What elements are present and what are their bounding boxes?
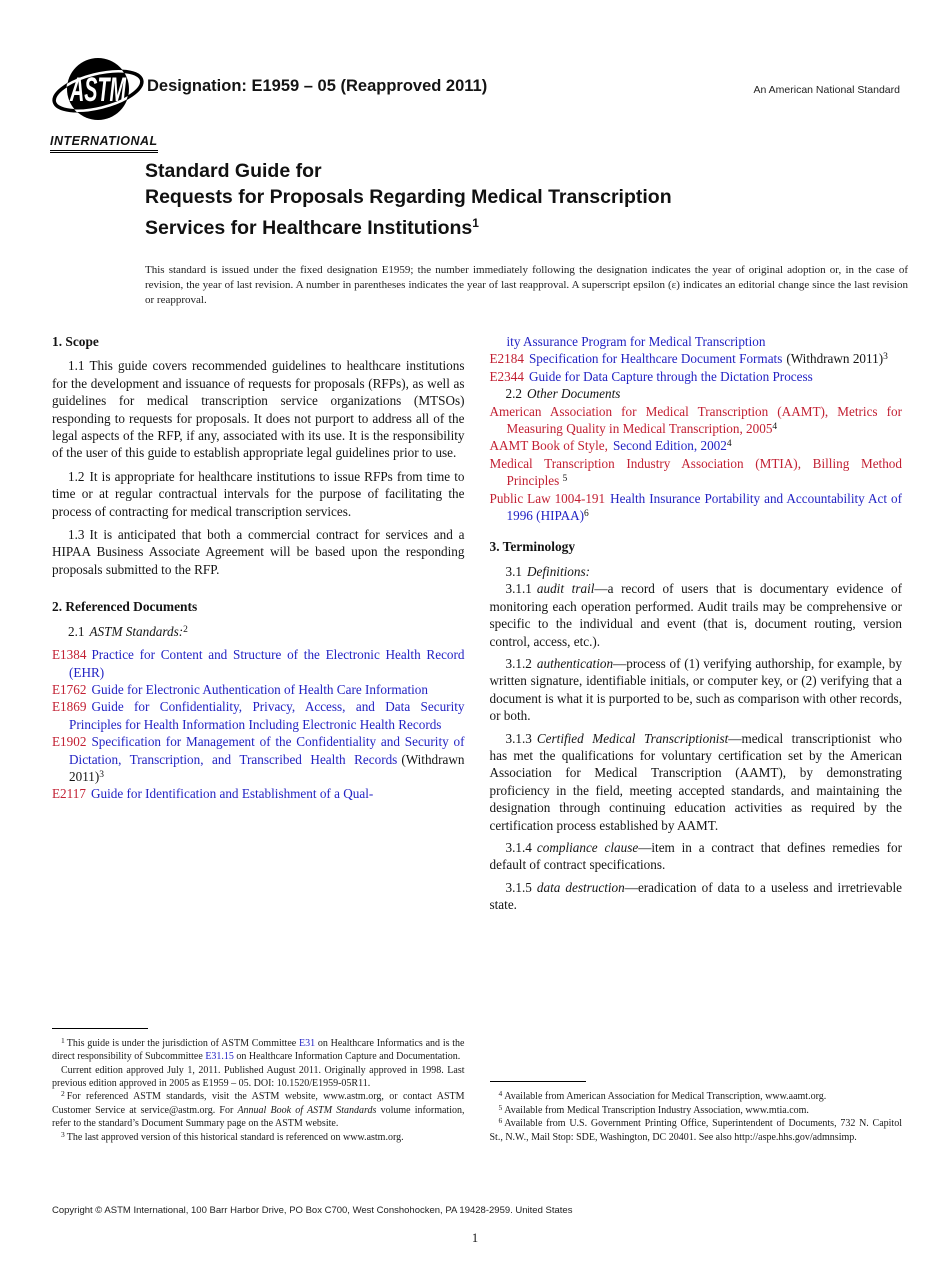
reference-item <box>52 698 465 733</box>
footnote-5 <box>490 1104 903 1117</box>
left-column <box>52 333 465 1144</box>
footnote-1-edition: Current edition approved July 1, 2011. Published August 2011. Originally approved in 1998. Last previous edition approved in 2005 as E1959 – 05. DOI: 10.1520/E1959-05R11. <box>52 1064 465 1089</box>
paragraph-1-3 <box>52 526 465 578</box>
standard-title-link[interactable]: Guide for Identification and Establishment of a Qual- <box>90 786 374 802</box>
definition-compliance-clause <box>490 839 903 874</box>
footnote-ref: 6 <box>584 509 589 520</box>
standard-link-e1869[interactable]: E1869 <box>52 699 87 715</box>
footnote-3 <box>52 1131 465 1144</box>
reference-item <box>52 646 465 681</box>
withdrawn-note: (Withdrawn 2011) <box>786 351 884 367</box>
footnote-marker: 2 <box>61 1089 65 1099</box>
definition-text: —item in a contract that defines remedies for default of contract specifications. <box>489 839 902 873</box>
document-link-public-law[interactable]: Public Law 1004-191 <box>489 490 606 506</box>
definition-text: —process of (1) verifying authorship, for example, by written signature, identifiable initials, or computer key, or (2) verifying that a document is what it is purported to be, such as comparison with other records, or both. <box>489 655 902 724</box>
definition-audit-trail <box>490 580 903 650</box>
footnote-ref: 4 <box>726 439 732 450</box>
document-link-aamt-book[interactable]: AAMT Book of Style, <box>489 438 608 454</box>
definition-number: 3.1.1 <box>505 581 532 597</box>
footnote-ref: 2 <box>183 624 188 635</box>
other-document-item <box>490 490 903 525</box>
title-line-3: Services for Healthcare Institutions <box>145 217 473 239</box>
standard-link-e1762[interactable]: E1762 <box>52 681 87 697</box>
copyright-line: Copyright © ASTM International, 100 Barr Harbor Drive, PO Box C700, West Conshohocken, PA 19428-2959. United States <box>52 1205 573 1216</box>
footnote-1 <box>52 1037 465 1064</box>
subsection-astm-standards <box>52 623 465 640</box>
standard-title-link[interactable]: Specification for Management of the Confidentiality and Security of Dictation, Transcription, and Transcribed Health Records <box>69 734 465 767</box>
definition-certified-medical-transcriptionist <box>490 730 903 834</box>
page-number: 1 <box>471 1231 479 1245</box>
footnote-text: The last approved version of this historical standard is referenced on www.astm.org. <box>66 1131 404 1143</box>
definition-term: audit trail <box>536 581 595 597</box>
other-document-item <box>490 437 903 454</box>
standard-title-link[interactable]: Guide for Data Capture through the Dictation Process <box>528 368 813 384</box>
astm-logo <box>50 55 168 153</box>
subsection-number: 2.1 <box>68 623 85 639</box>
standard-link-e2344[interactable]: E2344 <box>489 368 524 384</box>
paragraph-text: This guide covers recommended guidelines to healthcare institutions for the development and issuance of requests for proposals (RFPs), as well as guidelines for medical transcription service organizations (MTSOs) responding to requests for proposals. It does not purport to address all of the legal aspects of the RFP, if any, associated with its use. It is the responsibility of the user of this guide to establish appropriate legal guidelines prior to use. <box>52 358 465 461</box>
committee-link-e31[interactable]: E31 <box>298 1037 316 1049</box>
definition-data-destruction <box>490 879 903 914</box>
subsection-other-documents <box>490 385 903 402</box>
right-footnotes <box>490 1081 903 1144</box>
definition-term: compliance clause <box>536 839 639 855</box>
paragraph-number: 1.2 <box>68 468 85 484</box>
section-heading-referenced-documents: 2. Referenced Documents <box>52 599 198 615</box>
footnote-text: Available from Medical Transcription Industry Association, www.mtia.com. <box>504 1104 809 1116</box>
title-footnote-ref: 1 <box>472 216 479 230</box>
footnote-2 <box>52 1090 465 1130</box>
left-footnotes <box>52 1028 465 1144</box>
standard-title-link[interactable]: ity Assurance Program for Medical Transcription <box>506 334 766 349</box>
standard-title-link[interactable]: Guide for Confidentiality, Privacy, Access, and Data Security Principles for Health Information Including Electronic Health Records <box>69 699 465 732</box>
footnote-text: Available from U.S. Government Printing Office, Superintendent of Documents, 732 N. Capitol St., N.W., Mail Stop: SDE, Washington, DC 20401. See also http://aspe.hhs.gov/admnsimp. <box>489 1118 902 1143</box>
definition-number: 3.1.2 <box>505 655 532 671</box>
footnote-marker: 3 <box>61 1129 65 1139</box>
reference-item <box>52 681 465 698</box>
designation: Designation: E1959 – 05 (Reapproved 2011) <box>147 77 488 95</box>
definition-term: Certified Medical Transcriptionist <box>536 730 729 746</box>
document-link-hipaa[interactable]: Health Insurance Portability and Accountability Act of 1996 (HIPAA) <box>506 490 902 524</box>
reference-continuation <box>490 333 903 350</box>
footnote-6 <box>490 1117 903 1144</box>
definition-number: 3.1.3 <box>505 730 532 746</box>
footnote-ref: 4 <box>772 422 778 433</box>
reference-item <box>52 785 465 802</box>
standard-title-link[interactable]: Specification for Healthcare Document Formats <box>528 351 783 367</box>
footnote-ref: 3 <box>883 352 888 363</box>
reference-item <box>490 350 903 367</box>
other-document-item <box>490 455 903 490</box>
paragraph-text: It is anticipated that both a commercial contract for services and a HIPAA Business Associate Agreement will be based upon the responding proposals submitted to the RFP. <box>52 527 465 577</box>
subcommittee-link-e31-15[interactable]: E31.15 <box>205 1051 234 1063</box>
paragraph-1-1 <box>52 357 465 461</box>
paragraph-number: 1.1 <box>68 358 85 374</box>
footnote-4 <box>490 1090 903 1103</box>
section-heading-terminology: 3. Terminology <box>489 539 576 555</box>
paragraph-1-2 <box>52 468 465 520</box>
book-title: Annual Book of ASTM Standards <box>237 1104 377 1116</box>
definition-term: data destruction <box>536 879 625 895</box>
right-column <box>490 333 903 1144</box>
footnote-text: Available from American Association for Medical Transcription, www.aamt.org. <box>504 1091 827 1103</box>
definition-text: —a record of users that is documentary evidence of monitoring each operation performed. Audit trails may be comprehensive or specific to the individual and event (that is, document routing, version control, access, etc.). <box>489 581 903 649</box>
standard-link-e2117[interactable]: E2117 <box>52 786 86 802</box>
definition-term: authentication <box>536 655 614 671</box>
footnote-rule <box>490 1081 586 1082</box>
standard-title-link[interactable]: Practice for Content and Structure of the Electronic Health Record (EHR) <box>69 647 465 680</box>
definition-text: —eradication of data to a useless and irretrievable state. <box>489 879 902 913</box>
footnote-rule <box>52 1028 148 1029</box>
subsection-number: 3.1 <box>505 563 522 579</box>
definition-authentication <box>490 655 903 725</box>
footnote-marker: 6 <box>498 1116 503 1126</box>
footnote-marker: 1 <box>61 1035 65 1045</box>
footnote-text: volume information, refer to the standard’s Document Summary page on the ASTM website. <box>52 1104 465 1130</box>
subsection-definitions <box>490 563 903 580</box>
title-block <box>145 158 908 307</box>
standard-link-e1384[interactable]: E1384 <box>52 647 87 663</box>
subsection-number: 2.2 <box>505 386 522 402</box>
definitions-list <box>490 580 903 918</box>
definition-text: —medical transcriptionist who has met the qualifications for voluntary certification set by the American Association for Medical Transcription (AAMT), by demonstrating proficiency in the field, meeting accepted standards, and maintaining the designation through continuing education activities as required by the certification process established by AAMT. <box>489 730 902 833</box>
page-title <box>145 158 908 241</box>
title-line-1: Standard Guide for <box>145 160 322 182</box>
document-link-aamt-metrics[interactable]: American Association for Medical Transcription (AAMT), Metrics for Measuring Quality in Medical Transcription, 2005 <box>489 403 902 437</box>
document-link-edition[interactable]: Second Edition, 2002 <box>612 438 727 454</box>
standard-link-e2184[interactable]: E2184 <box>489 351 524 367</box>
definition-number: 3.1.4 <box>505 839 532 855</box>
body-columns <box>52 333 902 1144</box>
section-heading-scope: 1. Scope <box>52 334 99 349</box>
subsection-label: ASTM Standards: <box>89 623 184 639</box>
subsection-label: Definitions: <box>526 563 590 579</box>
footnote-text: For referenced ASTM standards, visit the ASTM website, www.astm.org, or contact ASTM Customer Service at service@astm.org. For <box>52 1091 465 1116</box>
title-line-2: Requests for Proposals Regarding Medical Transcription <box>145 186 672 208</box>
withdrawn-note: (Withdrawn 2011) <box>69 751 465 784</box>
footnote-text: This guide is under the jurisdiction of ASTM Committee <box>66 1037 299 1049</box>
footnote-text: on Healthcare Information Capture and Documentation. <box>233 1051 461 1063</box>
astm-logo-text: ASTM <box>69 71 127 109</box>
national-standard-note: An American National Standard <box>753 84 900 96</box>
document-link-mtia[interactable]: Medical Transcription Industry Association (MTIA), Billing Method Principles <box>489 455 902 489</box>
reference-item <box>52 733 465 785</box>
astm-logo-icon <box>50 55 146 127</box>
subsection-label: Other Documents <box>526 386 621 402</box>
paragraph-number: 1.3 <box>68 527 85 543</box>
reference-item <box>490 368 903 385</box>
footnote-marker: 4 <box>498 1089 503 1099</box>
definition-number: 3.1.5 <box>505 879 532 895</box>
footnote-marker: 5 <box>498 1102 503 1112</box>
footnote-text: on Healthcare Informatics and is the direct responsibility of Subcommittee <box>52 1037 465 1063</box>
astm-logo-subtext: INTERNATIONAL <box>50 134 158 153</box>
issuance-note: This standard is issued under the fixed designation E1959; the number immediately following the designation indicates the year of original adoption or, in the case of revision, the year of last revision. A number in parentheses indicates the year of last reapproval. A superscript epsilon (ε) indicates an editorial change since the last revision or reapproval. <box>145 264 908 306</box>
paragraph-text: It is appropriate for healthcare institutions to issue RFPs from time to time or at regular contractual intervals for the purpose of facilitating the process of contracting for medical transcription services. <box>52 468 465 519</box>
other-document-item <box>490 403 903 438</box>
standard-link-e1902[interactable]: E1902 <box>52 734 87 750</box>
footnote-ref: 5 <box>562 474 568 485</box>
footnote-ref: 3 <box>99 769 105 780</box>
standard-title-link[interactable]: Guide for Electronic Authentication of Health Care Information <box>91 681 428 697</box>
